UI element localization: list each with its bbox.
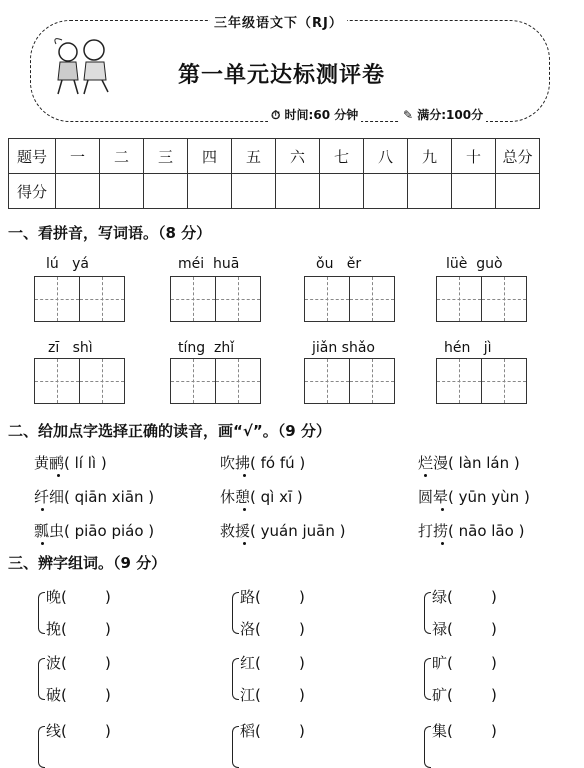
table-cell: 五 [232,139,276,174]
writing-grid[interactable] [436,358,527,404]
score-input-cell[interactable] [320,174,364,209]
pinyin-label: ǒu ěr [316,256,362,272]
pronunciation-item[interactable]: 圆晕( yūn yùn ) [418,488,530,506]
table-cell: 十 [452,139,496,174]
emphasis-dot [441,542,444,545]
word-item[interactable]: 禄( ) [432,620,497,638]
pronunciation-item[interactable]: 烂漫( làn lán ) [418,454,520,472]
score-input-cell[interactable] [188,174,232,209]
writing-grid[interactable] [304,276,395,322]
word-item[interactable]: 红( ) [240,654,305,672]
score-input-cell[interactable] [56,174,100,209]
score-table-header-row [9,139,540,174]
word-item[interactable]: 晚( ) [46,588,111,606]
word-item[interactable]: 路( ) [240,588,305,606]
writing-grid[interactable] [170,276,261,322]
score-input-cell[interactable] [100,174,144,209]
pronunciation-item[interactable]: 瓢虫( piāo piáo ) [34,522,155,540]
page-title: 第一单元达标测评卷 [178,63,386,88]
table-cell: 得分 [9,174,56,209]
word-item[interactable]: 稻( ) [240,722,305,740]
time-label: ⏱ 时间:60 分钟 [268,106,361,123]
emphasis-dot [424,474,427,477]
table-cell: 二 [100,139,144,174]
pinyin-label: jiǎn shǎo [312,340,375,356]
pronunciation-item[interactable]: 打捞( nāo lāo ) [418,522,525,540]
word-item[interactable]: 矿( ) [432,686,497,704]
pinyin-label: tíng zhǐ [178,340,235,356]
score-input-cell[interactable] [408,174,452,209]
children-illustration [48,34,120,96]
brace [424,658,431,700]
pronunciation-item[interactable]: 救援( yuán juān ) [220,522,346,540]
table-cell: 三 [144,139,188,174]
emphasis-dot [41,508,44,511]
pinyin-label: lú yá [46,256,89,272]
emphasis-dot [243,474,246,477]
pronunciation-item[interactable]: 黄鹂( lí lì ) [34,454,107,472]
word-item[interactable]: 挽( ) [46,620,111,638]
writing-grid[interactable] [304,358,395,404]
section1-title: 一、看拼音，写词语。（8 分） [8,224,212,242]
table-cell: 九 [408,139,452,174]
score-input-cell[interactable] [276,174,320,209]
section2-title: 二、给加点字选择正确的读音，画“√”。（9 分） [8,422,331,440]
brace [424,726,431,768]
table-cell: 八 [364,139,408,174]
pronunciation-item[interactable]: 纤细( qiān xiān ) [34,488,155,506]
word-item[interactable]: 洛( ) [240,620,305,638]
brace [232,726,239,768]
emphasis-dot [57,474,60,477]
table-cell: 四 [188,139,232,174]
pronunciation-item[interactable]: 休憩( qì xī ) [220,488,303,506]
word-item[interactable]: 江( ) [240,686,305,704]
brace [424,592,431,634]
score-input-cell[interactable] [496,174,540,209]
subject-label: 三年级语文下（RJ） [210,12,347,31]
pinyin-label: lüè guò [446,256,503,272]
table-cell: 总分 [496,139,540,174]
table-cell: 六 [276,139,320,174]
word-item[interactable]: 线( ) [46,722,111,740]
emphasis-dot [243,508,246,511]
emphasis-dot [243,542,246,545]
pinyin-label: méi huā [178,256,240,272]
pinyin-label: hén jì [444,340,492,356]
word-item[interactable]: 绿( ) [432,588,497,606]
emphasis-dot [441,508,444,511]
writing-grid[interactable] [34,358,125,404]
word-item[interactable]: 旷( ) [432,654,497,672]
word-item[interactable]: 集( ) [432,722,497,740]
brace [232,658,239,700]
brace [232,592,239,634]
section3-title: 三、辨字组词。（9 分） [8,554,167,572]
pronunciation-item[interactable]: 吹拂( fó fú ) [220,454,306,472]
emphasis-dot [41,542,44,545]
table-cell: 一 [56,139,100,174]
score-input-cell[interactable] [452,174,496,209]
table-cell: 题号 [9,139,56,174]
brace [38,726,45,768]
writing-grid[interactable] [34,276,125,322]
writing-grid[interactable] [170,358,261,404]
writing-grid[interactable] [436,276,527,322]
full-score-label: ✎ 满分:100分 [400,106,486,123]
score-input-cell[interactable] [364,174,408,209]
pinyin-label: zī shì [48,340,93,356]
score-input-cell[interactable] [232,174,276,209]
word-item[interactable]: 破( ) [46,686,111,704]
score-table-score-row [9,174,540,209]
table-cell: 七 [320,139,364,174]
score-input-cell[interactable] [144,174,188,209]
score-table [8,138,540,209]
word-item[interactable]: 波( ) [46,654,111,672]
brace [38,592,45,634]
brace [38,658,45,700]
